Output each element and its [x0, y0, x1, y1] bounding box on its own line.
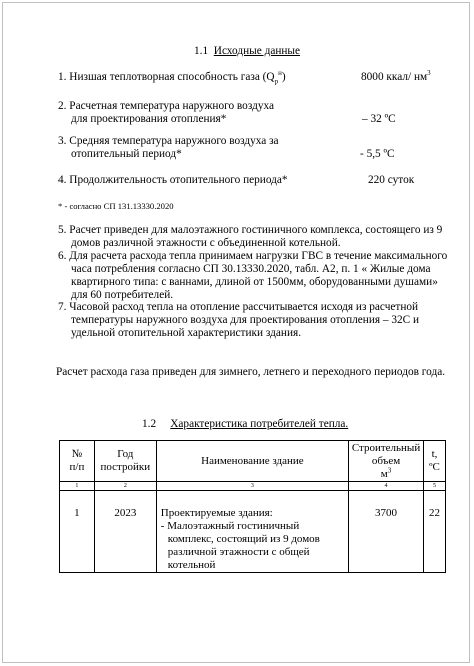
- consumers-table: [59, 440, 446, 573]
- param-2-value: – 32 ºС: [362, 113, 396, 125]
- footnote: * - согласно СП 131.13330.2020: [58, 201, 174, 211]
- note-5-line1: 5. Расчет приведен для малоэтажного гостиничного комплекса, состоящего из 9: [58, 224, 443, 236]
- note-6-line1: 6. Для расчета расхода тепла принимаем нагрузки ГВС в течение максимального: [58, 250, 448, 262]
- param-3-label-line1: 3. Средняя температура наружного воздуха за: [58, 135, 279, 147]
- cell-building-name: Проектируемые здания: - Малоэтажный гостиничный комплекс, состоящий из 9 домов различной этажности с общей котельной: [156, 491, 348, 573]
- param-3-label-line2: отопительный период*: [71, 148, 182, 160]
- section-heading-1-1: 1.1 Исходные данные: [194, 45, 301, 57]
- param-2-label-line1: 2. Расчетная температура наружного воздуха: [58, 100, 275, 112]
- col-number: 3: [156, 482, 348, 491]
- header-volume: Строительный объем $м^3$: [349, 441, 424, 482]
- param-1-label: 1. Низшая теплотворная способность газа $(Q_р^н)$: [58, 69, 286, 86]
- note-7-line3: удельной отопительной характеристики здания.: [71, 327, 302, 339]
- document-page: [2, 2, 470, 663]
- section-heading-1-2: 1.2 Характеристика потребителей тепла.: [142, 418, 349, 430]
- param-1-value: 8000 ккал/ $нм^3$: [361, 69, 431, 83]
- note-7-line1: 7. Часовой расход тепла на отопление рассчитывается исходя из расчетной: [58, 301, 419, 313]
- cell-num: 1: [60, 491, 95, 573]
- note-6-line3: квартирного типа: с ваннами, длиной от 1500мм, оборудованными душами»: [71, 276, 438, 288]
- table-header-row: [60, 441, 446, 482]
- col-number: 5: [424, 482, 446, 491]
- cell-volume: 3700: [349, 491, 424, 573]
- table-row: [60, 491, 446, 573]
- cell-year: 2023: [94, 491, 156, 573]
- header-num: № п/п: [60, 441, 95, 482]
- header-temperature: t, ºС: [424, 441, 446, 482]
- cell-temperature: 22: [424, 491, 446, 573]
- param-4-label: 4. Продолжительность отопительного периода*: [58, 174, 288, 186]
- note-6-line2: часа потребления согласно СП 30.13330.2020, табл. А2, п. 1 « Жилые дома: [71, 263, 431, 275]
- note-6-line4: для 60 потребителей.: [71, 289, 174, 301]
- col-number: 4: [349, 482, 424, 491]
- column-number-row: [60, 482, 446, 491]
- header-year: Год постройки: [94, 441, 156, 482]
- note-7-line2: температуры наружного воздуха для проектирования отопления – 32С и: [71, 314, 420, 326]
- param-4-value: 220 суток: [368, 174, 415, 186]
- col-number: 1: [60, 482, 95, 491]
- gas-calculation-note: Расчет расхода газа приведен для зимнего, летнего и переходного периодов года.: [56, 366, 446, 378]
- param-3-value: - 5,5 ºС: [360, 148, 395, 160]
- param-2-label-line2: для проектирования отопления*: [71, 113, 227, 125]
- col-number: 2: [94, 482, 156, 491]
- header-building-name: Наименование здание: [156, 441, 348, 482]
- note-5-line2: домов различной этажности с объединенной котельной.: [71, 237, 341, 249]
